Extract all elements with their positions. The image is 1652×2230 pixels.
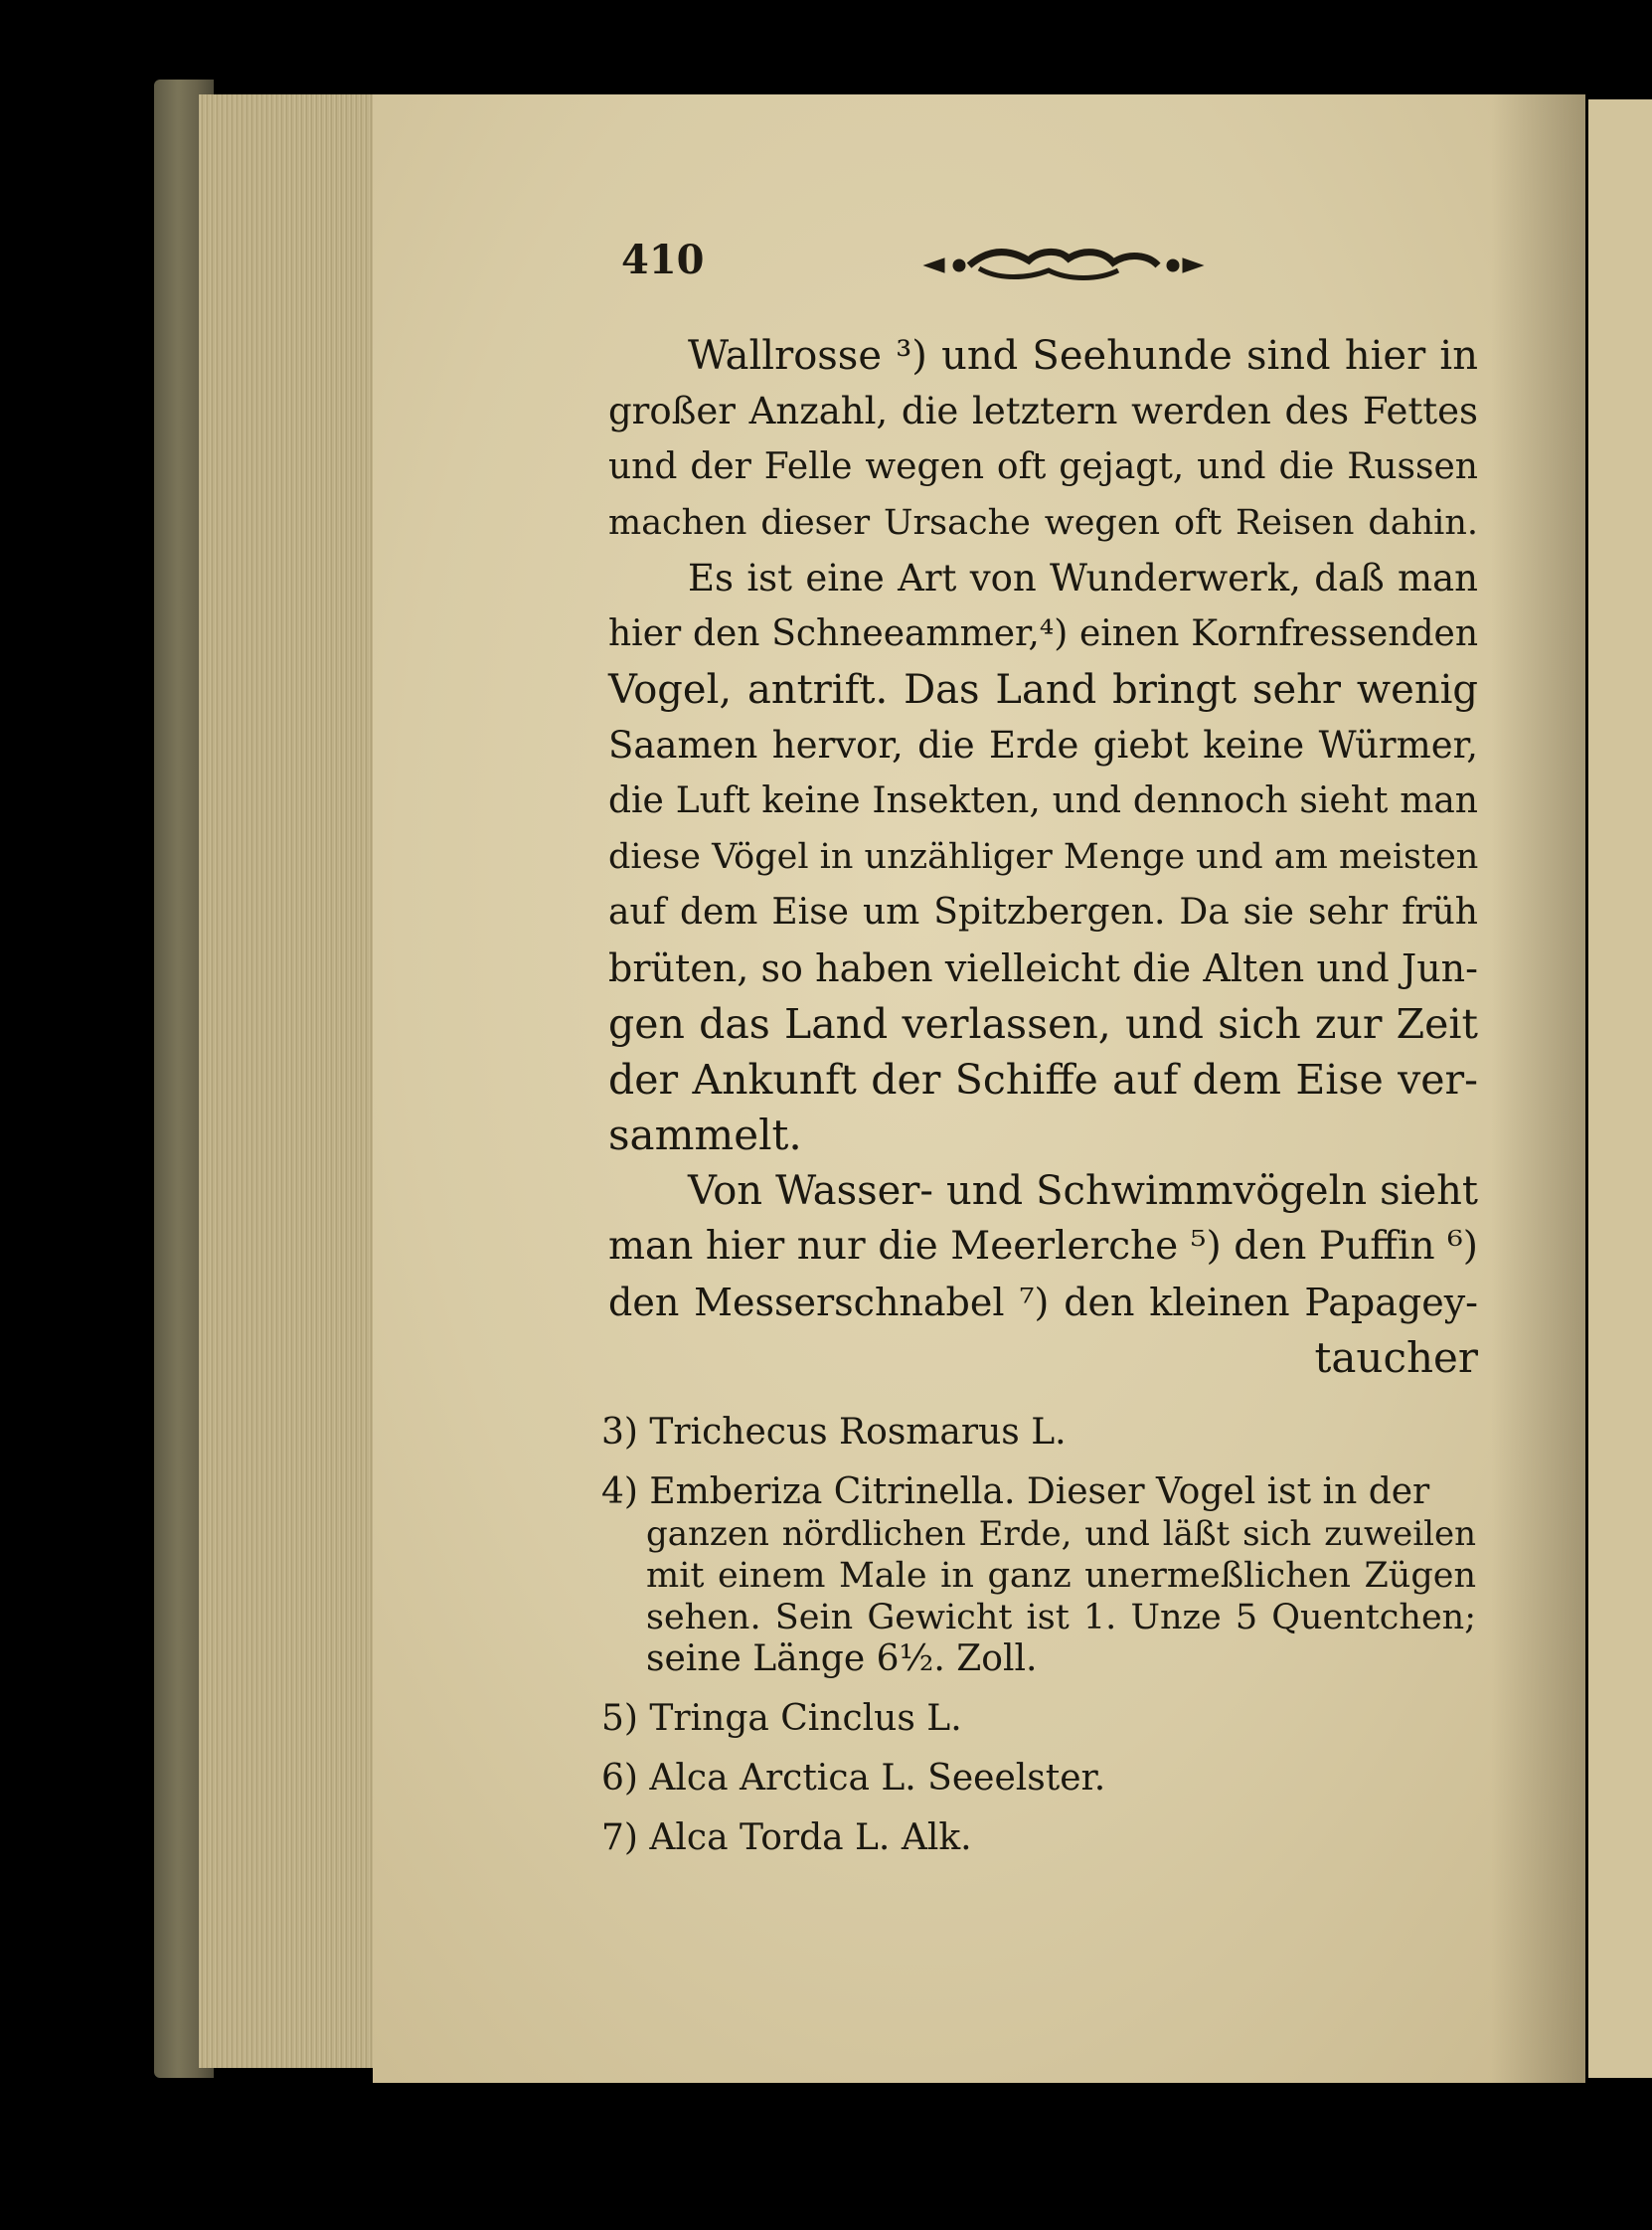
page-edges — [199, 94, 378, 2068]
footnotes — [601, 1412, 1476, 1877]
text-line: gen das Land verlassen, und sich zur Zeit — [608, 1000, 1478, 1048]
gutter-shadow — [1491, 94, 1585, 2083]
footnote — [601, 1412, 1476, 1454]
footnote-line: 3) Trichecus Rosmarus L. — [601, 1412, 1067, 1453]
footnote — [601, 1758, 1476, 1800]
text-line: die Luft keine Insekten, und dennoch sieht man — [608, 780, 1478, 821]
footnote-line: seine Länge 6½. Zoll. — [646, 1638, 1038, 1679]
text-line: Von Wasser- und Schwimmvögeln sieht — [688, 1168, 1478, 1214]
text-line: großer Anzahl, die letztern werden des Fettes — [608, 390, 1478, 432]
text-line: diese Vögel in unzähliger Menge und am meisten — [608, 837, 1479, 877]
text-line: brüten, so haben vielleicht die Alten und Jun- — [608, 946, 1478, 990]
footnote-line: 7) Alca Torda L. Alk. — [601, 1817, 972, 1858]
text-line: den Messerschnabel ⁷) den kleinen Papagey- — [608, 1281, 1478, 1324]
text-line: sammelt. — [608, 1111, 802, 1159]
ornament-icon — [919, 241, 1208, 290]
page-number: 410 — [621, 237, 705, 283]
footnote — [601, 1471, 1476, 1680]
footnote-line: mit einem Male in ganz unermeßlichen Zügen — [646, 1556, 1476, 1596]
footnote-line: ganzen nördlichen Erde, und läßt sich zuweilen — [646, 1514, 1476, 1554]
catchword: taucher — [1314, 1333, 1478, 1382]
facing-page-edge — [1588, 99, 1652, 2078]
body-text — [608, 328, 1478, 1386]
text-line: Wallrosse ³) und Seehunde sind hier in — [688, 333, 1478, 379]
footnote-line: 6) Alca Arctica L. Seeelster. — [601, 1758, 1106, 1799]
text-line: der Ankunft der Schiffe auf dem Eise ver- — [608, 1056, 1478, 1104]
footnote-line: 5) Tringa Cinclus L. — [601, 1698, 962, 1739]
footnote-line: 4) Emberiza Citrinella. Dieser Vogel ist in der — [601, 1471, 1430, 1512]
text-line: man hier nur die Meerlerche ⁵) den Puffin ⁶) — [608, 1224, 1478, 1269]
page-header — [621, 237, 1496, 296]
text-line: Es ist eine Art von Wunderwerk, daß man — [688, 557, 1478, 600]
text-line: auf dem Eise um Spitzbergen. Da sie sehr früh — [608, 892, 1478, 933]
text-line: hier den Schneeammer,⁴) einen Kornfressenden — [608, 613, 1478, 654]
text-line: machen dieser Ursache wegen oft Reisen dahin. — [608, 503, 1478, 543]
text-line: Vogel, antrift. Das Land bringt sehr wenig — [608, 667, 1478, 713]
footnote — [601, 1817, 1476, 1859]
footnote — [601, 1698, 1476, 1740]
text-line: Saamen hervor, die Erde giebt keine Würmer, — [608, 724, 1478, 767]
text-line: und der Felle wegen oft gejagt, und die Russen — [608, 446, 1478, 487]
footnote-line: sehen. Sein Gewicht ist 1. Unze 5 Quentchen; — [646, 1598, 1476, 1637]
